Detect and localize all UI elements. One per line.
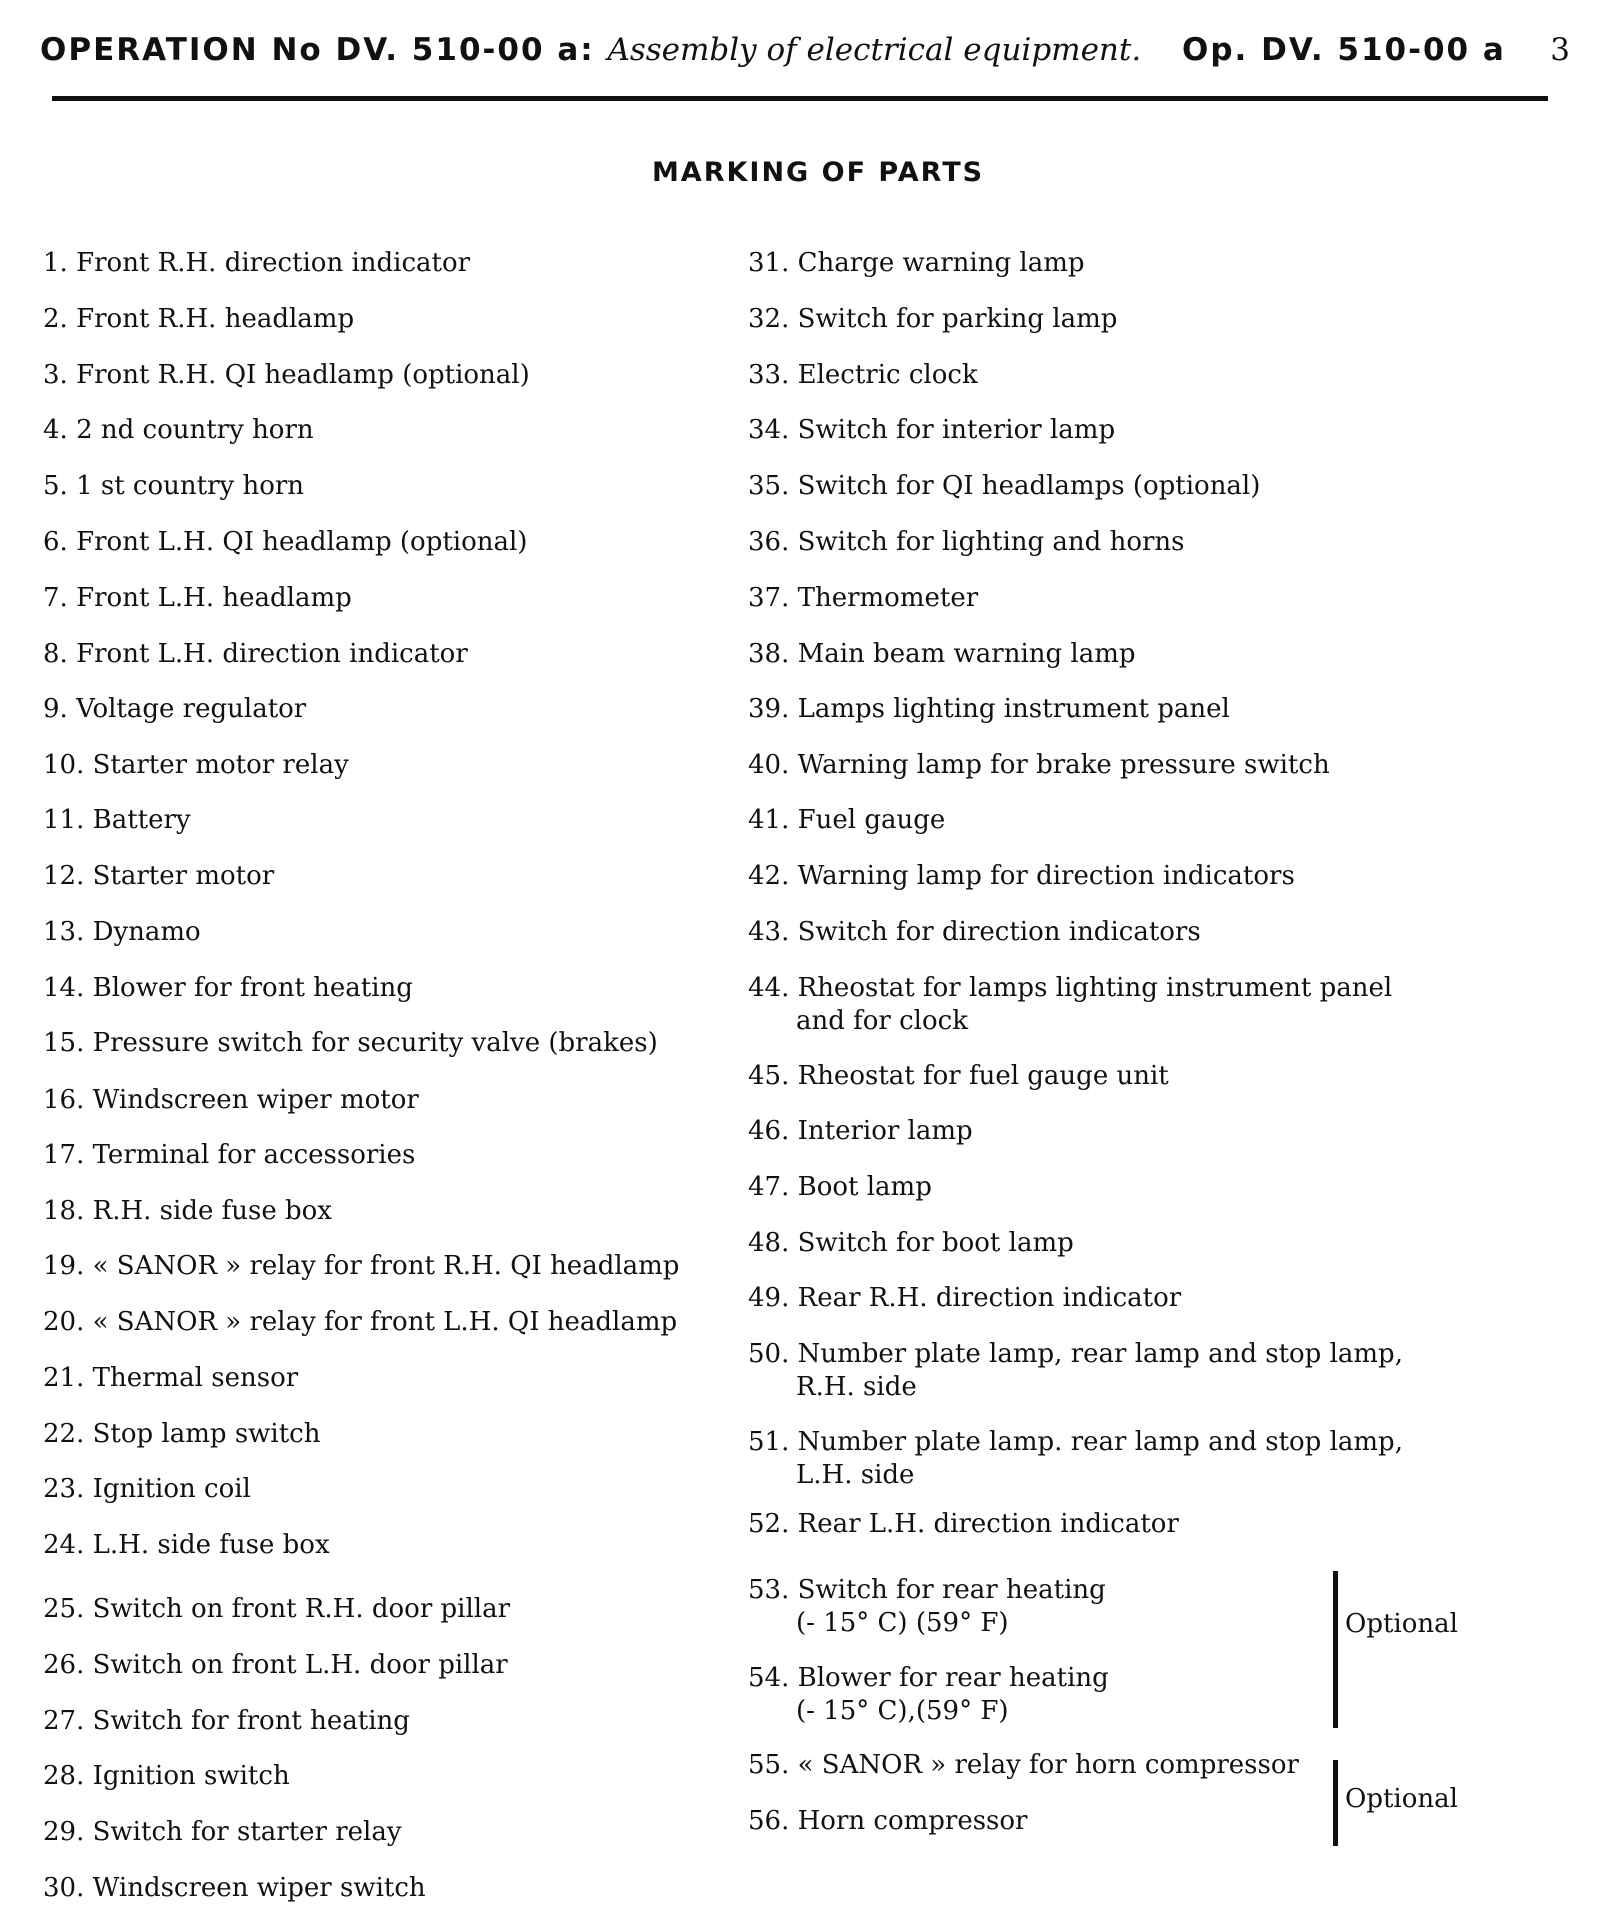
operation-title: [40, 32, 1141, 68]
operation-reference: Op. DV. 510-00 a: [1182, 32, 1506, 68]
part-item: [43, 247, 470, 280]
part-item: [748, 1662, 1109, 1728]
part-item: [748, 414, 1115, 447]
part-label: 24. L.H. side fuse box: [43, 1530, 330, 1560]
optional-label-1: Optional: [1345, 1609, 1458, 1639]
part-item: [43, 1418, 320, 1451]
part-label: 44. Rheostat for lamps lighting instrument panel: [748, 973, 1393, 1003]
part-label: 19. « SANOR » relay for front R.H. QI headlamp: [43, 1251, 680, 1281]
part-label: 40. Warning lamp for brake pressure switch: [748, 750, 1330, 780]
part-label: 4. 2 nd country horn: [43, 415, 314, 445]
part-item: [748, 470, 1260, 503]
part-label: 54. Blower for rear heating: [748, 1663, 1109, 1693]
part-label: 8. Front L.H. direction indicator: [43, 639, 468, 669]
operation-label: OPERATION No DV. 510-00 a:: [40, 32, 595, 68]
part-item: [748, 1749, 1299, 1782]
part-item: [748, 359, 978, 392]
operation-subtitle: Assembly of electrical equipment.: [607, 32, 1142, 68]
page-number: 3: [1550, 32, 1570, 68]
section-title: MARKING OF PARTS: [651, 157, 985, 188]
part-item: [43, 1593, 510, 1626]
part-label: 33. Electric clock: [748, 360, 978, 390]
part-item: [43, 1362, 298, 1395]
part-label: 41. Fuel gauge: [748, 805, 946, 835]
part-label: 7. Front L.H. headlamp: [43, 583, 352, 613]
part-item: [43, 916, 201, 949]
part-label-continuation: R.H. side: [796, 1372, 917, 1402]
part-label: 46. Interior lamp: [748, 1116, 973, 1146]
part-item: [748, 582, 978, 615]
part-label: 26. Switch on front L.H. door pillar: [43, 1650, 508, 1680]
part-label-continuation: (- 15° C),(59° F): [796, 1696, 1009, 1726]
part-item: [748, 1115, 973, 1148]
part-label: 1. Front R.H. direction indicator: [43, 248, 471, 278]
part-label: 36. Switch for lighting and horns: [748, 527, 1185, 557]
part-item: [43, 693, 306, 726]
part-label: 56. Horn compressor: [748, 1806, 1028, 1836]
part-label: 12. Starter motor: [43, 861, 275, 891]
part-item: [748, 1508, 1179, 1541]
part-label: 50. Number plate lamp, rear lamp and stop lamp,: [748, 1339, 1403, 1369]
part-label: 42. Warning lamp for direction indicators: [748, 861, 1295, 891]
part-label: 37. Thermometer: [748, 583, 979, 613]
part-label: 11. Battery: [43, 805, 191, 835]
part-item: [748, 749, 1330, 782]
part-label: 31. Charge warning lamp: [748, 248, 1085, 278]
part-item: [43, 804, 191, 837]
part-item: [748, 916, 1201, 949]
part-label: 18. R.H. side fuse box: [43, 1196, 332, 1226]
part-item: [748, 247, 1085, 280]
part-item: [748, 972, 1392, 1038]
part-item: [748, 1227, 1074, 1260]
part-label: 49. Rear R.H. direction indicator: [748, 1283, 1182, 1313]
part-item: [43, 1250, 679, 1283]
part-item: [748, 303, 1117, 336]
part-label: 21. Thermal sensor: [43, 1363, 299, 1393]
part-label: 15. Pressure switch for security valve (brakes): [43, 1028, 658, 1058]
part-item: [43, 1306, 677, 1339]
part-label: 43. Switch for direction indicators: [748, 917, 1201, 947]
part-label: 25. Switch on front R.H. door pillar: [43, 1594, 511, 1624]
part-item: [748, 1574, 1106, 1640]
part-label: 53. Switch for rear heating: [748, 1575, 1106, 1605]
part-item: [43, 1705, 410, 1738]
part-item: [748, 1426, 1403, 1492]
part-item: [43, 1139, 415, 1172]
part-label-continuation: (- 15° C) (59° F): [796, 1608, 1009, 1638]
part-label-continuation: L.H. side: [796, 1460, 915, 1490]
part-label: 28. Ignition switch: [43, 1761, 290, 1791]
part-label: 39. Lamps lighting instrument panel: [748, 694, 1230, 724]
part-item: [748, 526, 1185, 559]
part-label: 20. « SANOR » relay for front L.H. QI headlamp: [43, 1307, 678, 1337]
part-label: 35. Switch for QI headlamps (optional): [748, 471, 1261, 501]
part-item: [43, 1872, 426, 1905]
part-label: 14. Blower for front heating: [43, 973, 413, 1003]
part-label: 13. Dynamo: [43, 917, 201, 947]
part-label: 55. « SANOR » relay for horn compressor: [748, 1750, 1299, 1780]
optional-bracket-1: [1333, 1571, 1338, 1728]
part-item: [43, 1649, 508, 1682]
optional-bracket-2: [1333, 1760, 1338, 1846]
part-item: [748, 1171, 932, 1204]
part-item: [43, 359, 530, 392]
part-item: [748, 1060, 1169, 1093]
part-label: 47. Boot lamp: [748, 1172, 932, 1202]
optional-label-2: Optional: [1345, 1784, 1458, 1814]
part-label: 2. Front R.H. headlamp: [43, 304, 355, 334]
part-label: 6. Front L.H. QI headlamp (optional): [43, 527, 528, 557]
part-item: [748, 638, 1136, 671]
part-item: [748, 693, 1230, 726]
part-item: [43, 303, 354, 336]
part-item: [748, 804, 945, 837]
part-item: [43, 860, 274, 893]
part-item: [43, 1816, 402, 1849]
part-label-continuation: and for clock: [796, 1006, 968, 1036]
part-label: 10. Starter motor relay: [43, 750, 349, 780]
part-label: 34. Switch for interior lamp: [748, 415, 1116, 445]
page-header: [40, 30, 1570, 74]
part-item: [43, 526, 527, 559]
part-label: 45. Rheostat for fuel gauge unit: [748, 1061, 1169, 1091]
part-label: 52. Rear L.H. direction indicator: [748, 1509, 1179, 1539]
part-item: [43, 1084, 419, 1117]
part-label: 17. Terminal for accessories: [43, 1140, 416, 1170]
part-label: 5. 1 st country horn: [43, 471, 305, 501]
part-label: 23. Ignition coil: [43, 1474, 251, 1504]
part-item: [43, 1027, 658, 1060]
part-label: 38. Main beam warning lamp: [748, 639, 1136, 669]
part-item: [43, 1529, 330, 1562]
part-item: [43, 1473, 251, 1506]
part-item: [43, 749, 349, 782]
part-item: [748, 860, 1295, 893]
part-label: 48. Switch for boot lamp: [748, 1228, 1074, 1258]
part-label: 16. Windscreen wiper motor: [43, 1085, 419, 1115]
part-item: [43, 470, 304, 503]
part-label: 27. Switch for front heating: [43, 1706, 410, 1736]
part-item: [748, 1805, 1027, 1838]
part-item: [43, 582, 352, 615]
part-label: 32. Switch for parking lamp: [748, 304, 1118, 334]
part-label: 29. Switch for starter relay: [43, 1817, 402, 1847]
part-item: [43, 1195, 332, 1228]
part-item: [43, 414, 314, 447]
part-label: 9. Voltage regulator: [43, 694, 307, 724]
part-label: 3. Front R.H. QI headlamp (optional): [43, 360, 530, 390]
part-item: [748, 1338, 1403, 1404]
part-item: [43, 1760, 290, 1793]
part-label: 30. Windscreen wiper switch: [43, 1873, 426, 1903]
part-label: 51. Number plate lamp. rear lamp and stop lamp,: [748, 1427, 1403, 1457]
header-rule: [52, 96, 1548, 101]
part-label: 22. Stop lamp switch: [43, 1419, 321, 1449]
part-item: [43, 638, 468, 671]
part-item: [748, 1282, 1181, 1315]
part-item: [43, 972, 413, 1005]
